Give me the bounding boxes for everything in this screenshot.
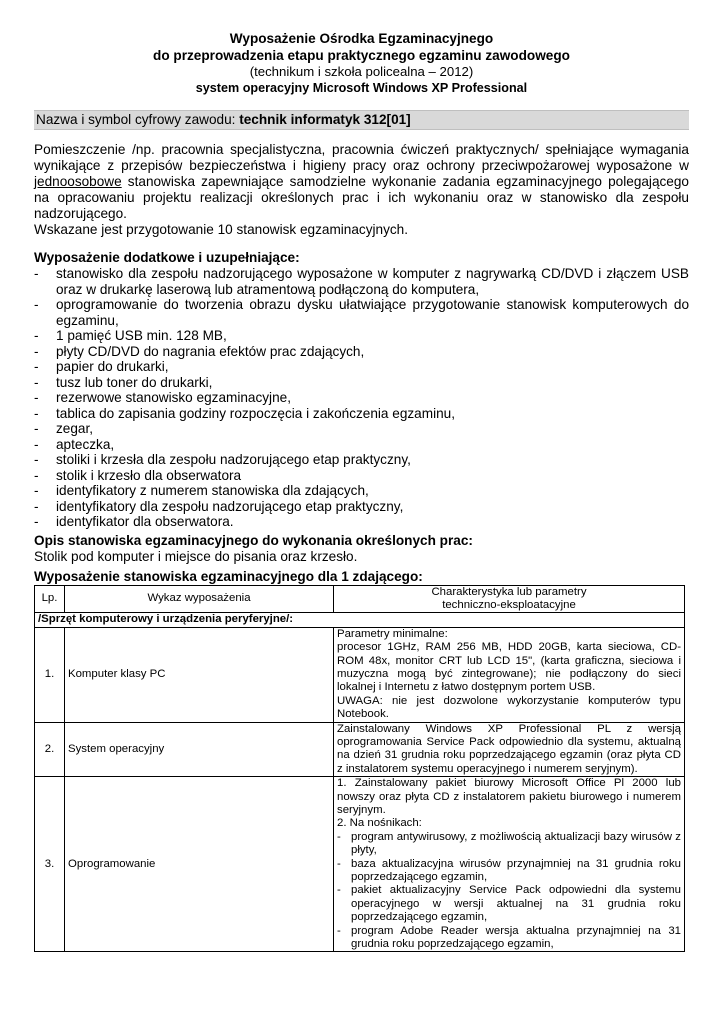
document-system-line: system operacyjny Microsoft Windows XP Professional [195,81,528,95]
column-header-lp: Lp. [35,585,65,613]
equipment-table-heading: Wyposażenie stanowiska egzaminacyjnego dla 1 zdającego: [34,568,423,584]
table-row [35,777,685,952]
row-number: 3. [35,777,65,952]
list-item: - zegar, [34,421,689,437]
list-item: - pakiet aktualizacyjny Service Pack odpowiedni dla systemu operacyjnego w wersji aktualnej na 31 grudnia roku poprzedzającego egzamin, [337,884,681,924]
list-item: - 1 pamięć USB min. 128 MB, [34,328,689,344]
list-item: - baza aktualizacyjna wirusów przynajmniej na 31 grudnia roku poprzedzającego egzamin, [337,858,681,885]
document-page [34,30,689,952]
row-description [334,777,685,952]
row-name: Komputer klasy PC [65,627,334,722]
table-category-row [35,613,685,627]
description-line: UWAGA: nie jest dozwolone wykorzystanie komputerów typu Notebook. [337,694,681,721]
description-line: 2. Na nośnikach: [337,817,422,830]
profession-value: technik informatyk 312[01] [239,112,411,127]
column-header-description [334,585,685,613]
list-item: - identyfikatory dla zespołu nadzorującego etap praktyczny, [34,499,689,515]
list-item: - tusz lub toner do drukarki, [34,375,689,391]
category-label: /Sprzęt komputerowy i urządzenia peryferyjne/: [35,613,685,627]
list-item: - apteczka, [34,437,689,453]
list-item: - tablica do zapisania godziny rozpoczęcia i zakończenia egzaminu, [34,406,689,422]
list-item: - papier do drukarki, [34,359,689,375]
table-row [35,627,685,722]
row-number: 2. [35,722,65,777]
list-item: - stolik i krzesło dla obserwatora [34,468,689,484]
list-item: - identyfikator dla obserwatora. [34,514,689,530]
row-description [334,627,685,722]
document-subtitle: (technikum i szkoła policealna – 2012) [249,64,474,79]
list-item: - program Adobe Reader wersja aktualna przynajmniej na 31 grudnia roku poprzedzającego egzamin, [337,925,681,952]
description-line: Zainstalowany Windows XP Professional PL z wersją oprogramowania Service Pack odpowiednio dla systemu, aktualną na dzień 31 grudnia roku poprzedzającego egzamin (oraz płyta CD z instalatorem systemu operacyjnego i numerem seryjnym). [337,722,681,775]
intro-paragraph [34,142,689,222]
list-item: - stanowisko dla zespołu nadzorującego wyposażone w komputer z nagrywarką CD/DVD i złączem USB oraz w drukarkę laserową lub atramentową podłączoną do komputera, [34,266,689,297]
profession-label: Nazwa i symbol cyfrowy zawodu: [36,112,240,127]
additional-equipment-list [34,266,689,530]
list-item: - stoliki i krzesła dla zespołu nadzorującego etap praktyczny, [34,452,689,468]
intro-underlined-word: jednoosobowe [34,174,122,189]
description-line: 1. Zainstalowany pakiet biurowy Microsoft Office Pl 2000 lub nowszy oraz płyta CD z instalatorem pakietu biurowego i numerem seryjnym. [337,777,681,816]
intro-text-part2: stanowiska zapewniające samodzielne wykonanie zadania egzaminacyjnego polegającego na opracowaniu projektu realizacji określonych prac i ich wykonaniu oraz w stanowisko dla zespołu nadzorującego. [34,174,689,221]
row-name: System operacyjny [65,722,334,777]
table-header-row [35,585,685,613]
row-name: Oprogramowanie [65,777,334,952]
workstation-description-heading: Opis stanowiska egzaminacyjnego do wykonania określonych prac: [34,532,473,548]
workstation-description-text: Stolik pod komputer i miejsce do pisania oraz krzesło. [34,548,358,564]
list-item: - płyty CD/DVD do nagrania efektów prac zdających, [34,344,689,360]
intro-text-part1: Pomieszczenie /np. pracownia specjalistyczna, pracownia ćwiczeń praktycznych/ spełniające wymagania wynikające z przepisów bezpieczeństwa i higieny pracy oraz ochrony przeciwpożarowej wyposażone w [34,142,689,173]
column-header-name: Wykaz wyposażenia [65,585,334,613]
list-item: - rezerwowe stanowisko egzaminacyjne, [34,390,689,406]
list-item: - identyfikatory z numerem stanowiska dla zdających, [34,483,689,499]
list-item: - program antywirusowy, z możliwością aktualizacji bazy wirusów z płyty, [337,831,681,858]
description-line: procesor 1GHz, RAM 256 MB, HDD 20GB, karta sieciowa, CD-ROM 48x, monitor CRT lub LCD 15", (karta graficzna, sieciowa i muzyczna mogą być zintegrowane); nie podłączony do sieci lokalnej i Internetu z łatwo dostępnym portem USB. [337,641,681,694]
row-description [334,722,685,777]
row-number: 1. [35,627,65,722]
document-title-line1: Wyposażenie Ośrodka Egzaminacyjnego [229,31,494,46]
profession-bar [34,110,689,130]
intro-recommendation: Wskazane jest przygotowanie 10 stanowisk egzaminacyjnych. [34,222,409,237]
equipment-table [34,585,685,953]
column-header-description-line1: Charakterystyka lub parametry [431,585,587,598]
column-header-description-line2: techniczno-eksploatacyjne [442,598,576,611]
description-line: Parametry minimalne: [337,627,448,640]
media-list [337,831,681,952]
table-row [35,722,685,777]
additional-equipment-heading: Wyposażenie dodatkowe i uzupełniające: [34,250,300,265]
list-item: - oprogramowanie do tworzenia obrazu dysku ułatwiające przygotowanie stanowisk komputerowych do egzaminu, [34,297,689,328]
document-title-line2: do przeprowadzenia etapu praktycznego egzaminu zawodowego [153,48,570,63]
